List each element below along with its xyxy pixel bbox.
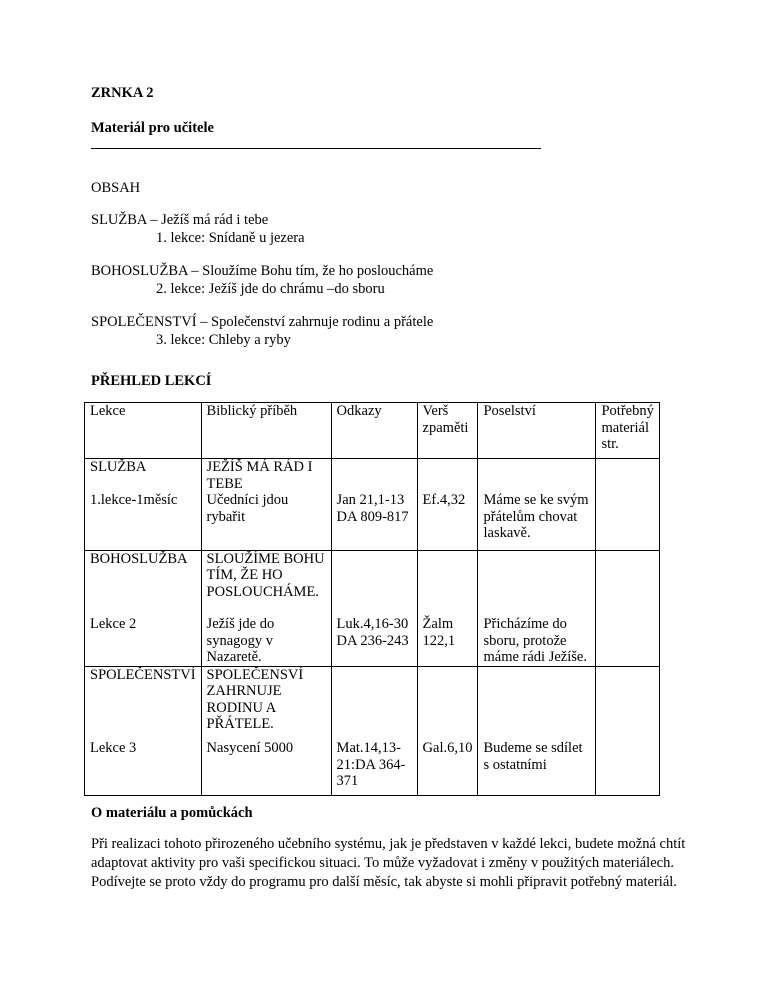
table-cell	[596, 616, 659, 666]
table-cell	[331, 666, 417, 740]
table-cell: Nasycení 5000	[201, 740, 331, 795]
table-cell: Lekce 2	[85, 616, 202, 666]
materials-heading: O materiálu a pomůckách	[91, 805, 253, 821]
section-heading-2: BOHOSLUŽBA – Sloužíme Bohu tím, že ho posloucháme	[91, 263, 434, 279]
table-cell: Luk.4,16-30 DA 236-243	[331, 616, 417, 666]
header-cell: Odkazy	[331, 403, 417, 459]
table-cell: Přicházíme do sboru, protože máme rádi Ježíše.	[478, 616, 596, 666]
table-cell	[417, 459, 478, 493]
contents-heading: OBSAH	[91, 180, 141, 196]
table-cell: SLUŽBA	[85, 459, 202, 493]
table-cell	[596, 740, 659, 795]
section-item-1: 1. lekce: Snídaně u jezera	[156, 230, 305, 246]
table-cell: SLOUŽÍME BOHU TÍM, ŽE HO POSLOUCHÁME.	[201, 550, 331, 616]
table-cell	[478, 459, 596, 493]
table-cell	[331, 550, 417, 616]
section-item-3: 3. lekce: Chleby a ryby	[156, 332, 291, 348]
section-heading-3: SPOLEČENSTVÍ – Společenství zahrnuje rodinu a přátele	[91, 314, 434, 330]
table-cell: Lekce 3	[85, 740, 202, 795]
table-row	[85, 550, 660, 616]
overview-heading: PŘEHLED LEKCÍ	[91, 373, 212, 389]
table-cell: SPOLEČENSTVÍ	[85, 666, 202, 740]
table-row	[85, 666, 660, 740]
table-cell: Budeme se sdílet s ostatními	[478, 740, 596, 795]
table-row	[85, 459, 660, 493]
header-cell: Poselství	[478, 403, 596, 459]
table-cell	[417, 666, 478, 740]
header-cell: Lekce	[85, 403, 202, 459]
doc-title: ZRNKA 2	[91, 85, 154, 101]
table-row	[85, 616, 660, 666]
table-cell	[478, 666, 596, 740]
table-cell	[596, 459, 659, 493]
divider-rule	[91, 148, 541, 149]
section-item-2: 2. lekce: Ježíš jde do chrámu –do sboru	[156, 281, 385, 297]
section-heading-1: SLUŽBA – Ježíš má rád i tebe	[91, 212, 269, 228]
table-cell: Žalm 122,1	[417, 616, 478, 666]
lessons-table	[84, 402, 660, 796]
table-cell	[596, 492, 659, 550]
header-cell: Potřebný materiál str.	[596, 403, 659, 459]
doc-subtitle: Materiál pro učitele	[91, 120, 214, 136]
table-cell	[596, 666, 659, 740]
table-cell: Gal.6,10	[417, 740, 478, 795]
table-cell: BOHOSLUŽBA	[85, 550, 202, 616]
table-cell	[596, 550, 659, 616]
header-cell: Biblický příběh	[201, 403, 331, 459]
table-cell: Jan 21,1-13 DA 809-817	[331, 492, 417, 550]
table-cell: 1.lekce-1měsíc	[85, 492, 202, 550]
table-cell: Ef.4,32	[417, 492, 478, 550]
table-cell	[478, 550, 596, 616]
table-cell: Ježíš jde do synagogy v Nazaretě.	[201, 616, 331, 666]
table-cell: JEŽÍŠ MÁ RÁD I TEBE	[201, 459, 331, 493]
table-cell: Máme se ke svým přátelům chovat laskavě.	[478, 492, 596, 550]
table-header-row	[85, 403, 660, 459]
table-cell	[331, 459, 417, 493]
table-row	[85, 492, 660, 550]
header-cell: Verš zpaměti	[417, 403, 478, 459]
table-cell: Učedníci jdou rybařit	[201, 492, 331, 550]
table-cell: SPOLEČENSVÍ ZAHRNUJE RODINU A PŘÁTELE.	[201, 666, 331, 740]
table-cell	[417, 550, 478, 616]
table-cell: Mat.14,13-21:DA 364-371	[331, 740, 417, 795]
table-row	[85, 740, 660, 795]
materials-paragraph: Při realizaci tohoto přirozeného učebního systému, jak je představen v každé lekci, budete možná chtít adaptovat aktivity pro vaši specifickou situaci. To může vyžadovat i změny v použitých materiálech. Podívejte se proto vždy do programu pro další měsíc, tak abyste si mohli připravit potřebný materiál.	[91, 836, 686, 890]
